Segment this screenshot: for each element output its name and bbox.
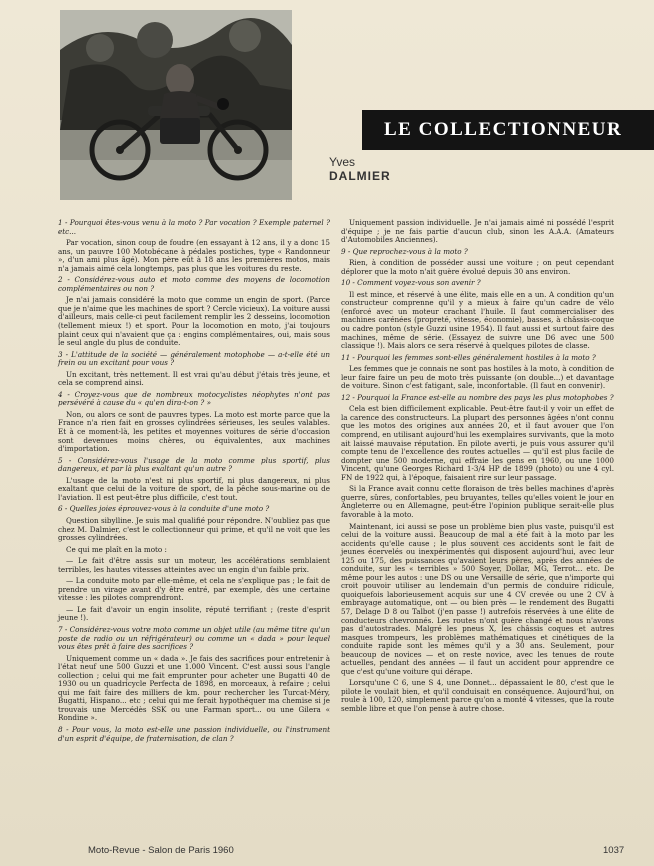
question-paragraph: 11 - Pourquoi les femmes sont-elles généralement hostiles à la moto ? [341,352,596,362]
question-paragraph: 1 - Pourquoi êtes-vous venu à la moto ? Par vocation ? Exemple paternel ? etc... [58,218,330,236]
answer-paragraph: Par vocation, sinon coup de foudre (en essayant à 12 ans, il y a donc 15 ans, un pauvre 100 Motobécane à pédales postiches, type « Randonneur », d'un ami plus âgé). Mon père eût à 18 ans les premières motos, mais n'a jamais aimé cela longtemps, pas plus que les voitures du reste. [58,238,330,273]
answer-paragraph: L'usage de la moto n'est ni plus sportif, ni plus dangereux, ni plus exaltant que celui de la voiture de sport, de la pêche sous-marine ou de l'aviation. Il est peut-être plus difficile, c'est tout. [58,475,330,502]
question-paragraph: 10 - Comment voyez-vous son avenir ? [341,278,481,288]
answer-paragraph: — Le fait d'être assis sur un moteur, les accélérations semblaient terribles, les hautes vitesses atteintes avec un engin d'un faible prix. [58,556,330,574]
question-paragraph: 4 - Croyez-vous que de nombreux motocyclistes néophytes n'ont pas persévéré à cause du « qu'en dira-t-on ? » [58,389,330,408]
answer-paragraph: Lorsqu'une C 6, une S 4, une Donnet... dépassaient le 80, c'est que le pilote le voulait bien, et qu'il conduisait en conséquence. Aujourd'hui, on roule à 100, 120, simplement parce qu'on a monté 4 vitesses, que la route semble libre et que l'on pense à autre chose. [341,678,614,713]
answer-paragraph: Uniquement comme un « dada ». Je fais des sacrifices pour entretenir à l'état neuf une 500 Guzzi et une 1.000 Vincent. C'est aussi sous l'angle collection ; celui qui me fait emprunter pour acheter une Bugatti 40 de 1930 ou un quadricycle Perfecta de 1898, en morceaux, à refaire ; celui qui me fait faire des milliers de km. pour rechercher les Turcat-Méry, Bugatti, Hispano... etc ; celui qui me ferait hypothéquer ma chemise si je trouvais une Mercédès SSK ou une Farman sport... ou une Gilera « Rondine ». [58,653,330,723]
answer-paragraph: Si la France avait connu cette floraison de très belles machines d'après guerre, sûres, confortables, peu bruyantes, telles qu'elles voient le jour en Angleterre ou en Allemagne, peut-être l'opinion publique serait-elle plus favorable à la moto. [341,484,614,519]
answer-paragraph: Il est mince, et réservé à une élite, mais elle en a un. A condition qu'un constructeur comprenne qu'il y a mieux à faire qu'un cadre de vélo (enforcé avec un moteur crachant l'huile. Il faut commercialiser des machines carénées (propreté, vitesse, économie), basses, à châssis-coque ou cadre ponton (style Guzzi usine 1954). Il faut aussi et surtout faire des machines, même de série. (Essayez de suivre une D6 avec une 500 classique !). Mais alors ce sera réservé à quelques pilotes de classe. [341,289,614,351]
photo-illustration [60,10,292,200]
answer-paragraph: — Le fait d'avoir un engin insolite, réputé terrifiant ; (reste d'esprit jeune !). [58,604,330,623]
question-paragraph: 2 - Considérez-vous auto et moto comme des moyens de locomotion complémentaires ou non ? [58,275,330,293]
author-last-name: DALMIER [329,169,391,183]
question-paragraph: 3 - L'attitude de la société — généralement motophobe — a-t-elle été un frein ou un excitant pour vous ? [58,349,330,368]
author-first-name: Yves [329,155,356,169]
answer-paragraph: — La conduite moto par elle-même, et cela ne s'explique pas ; le fait de prendre un virage avant d'y être entré, par exemple, dès une certaine vitesse : les pilotes comprendront. [58,576,330,603]
question-paragraph: 7 - Considérez-vous votre moto comme un objet utile (au même titre qu'un poste de radio ou un réfrigérateur) ou comme un « dada » pour lequel vous êtes prêt à faire des sacrifices ? [58,624,330,652]
question-paragraph: 9 - Que reprochez-vous à la moto ? [341,246,468,256]
answer-paragraph: Les femmes que je connais ne sont pas hostiles à la moto, à condition de leur faire faire un peu de moto très puissante (on double...) et davantage de voiture. Sinon c'est fatigant, sale, inconfortable. (Il faut en convenir). [341,364,614,391]
author-byline [329,155,529,183]
question-paragraph: 5 - Considérez-vous l'usage de la moto comme plus sportif, plus dangereux, et par là plus exaltant qu'un autre ? [58,455,330,474]
answer-paragraph: Rien, à condition de posséder aussi une voiture ; on peut cependant déplorer que la moto n'ait guère évolué depuis 30 ans environ. [341,258,614,276]
text-column-left [58,219,330,746]
page-title: LE COLLECTIONNEUR [384,119,623,140]
answer-paragraph: Maintenant, ici aussi se pose un problème bien plus vaste, puisqu'il est celui de la voiture aussi. Beaucoup de mal a été fait à la moto par les accidents qu'elle cause ; le plus souvent ces accidents sont le fait de jeunes écervelés ou inexpérimentés qui disposent aujourd'hui, avec leur 125 ou 175, des puissances qu'avaient leurs pères, après des années de conduite, sur les « terribles » 500 Soyer, Dollar, MG, Terrot... etc. De même pour les autos : une DS ou une Versaille de série, que n'importe qui croit pouvoir utiliser au lendemain d'un permis de conduire ridicule, quoiquefois laborieusement acquis sur une 4 CV crevée ou une 2 CV à embrayage automatique, ont — ou bien près — le rendement des Bugatti 57, Delage D 8 ou Talbot (j'en passe !) autrefois réservées à une élite de conducteurs chevronnés. Les routes n'ont guère changé et nous n'avons pas d'autostrades. Malgré les pneus X, les châssis coques et autres masques trompeurs, les problèmes mathématiques et cinétiques de la conduite rapide sont les mêmes qu'il y a 30 ans. Seulement, pour beaucoup de novices — et on reste novice, avec les tenues de route actuelles, pendant des années — il faut un accident pour apprendre ce que c'est qu'une voiture qui dérape. [341,521,614,676]
answer-paragraph: Ce qui me plaît en la moto : [66,544,167,554]
footer-publication: Moto-Revue - Salon de Paris 1960 [88,845,234,856]
title-band [362,110,654,150]
question-paragraph: 12 - Pourquoi la France est-elle au nombre des pays les plus motophobes ? [341,392,614,402]
answer-paragraph: Cela est bien difficilement explicable. Peut-être faut-il y voir un effet de la carence des constructeurs. La plupart des personnes âgées n'ont connu que les motos des origines aux années 20, et il faut avouer que l'on comprend, en utilisant aujourd'hui les exemplaires survivants, que la moto ait laissé mauvaise réputation. En pilote averti, je puis vous assurer qu'il compte tenu de l'excellence des routes actuelles — qu'il est plus facile de dompter une 500 moderne, qui effraie les gens en 1960, ou une 1000 Vincent, qu'une Georges Richard 1-3/4 HP de 1899 (photo) ou une 4 cyl. FN de 1922 qui, à l'époque, faisaient rire sur leur passage. [341,404,614,482]
answer-paragraph: Question sibylline. Je suis mal qualifié pour répondre. N'oubliez pas que chez M. Dalmier, c'est le collectionneur qui prime, et qu'il ne voit que les grosses cylindrées. [58,515,330,543]
text-column-right [341,219,614,717]
question-paragraph: 8 - Pour vous, la moto est-elle une passion individuelle, ou l'instrument d'un esprit d'équipe, de fraternisation, de clan ? [58,724,330,743]
answer-paragraph: Je n'ai jamais considéré la moto que comme un engin de sport. (Parce que je n'aime que les machines de sport ? Cercle vicieux). La voiture aussi d'ailleurs, mais celle-ci peut facilement remplir les 2 desseins, locomotion (tellement mieux !) et sport. Pour la locomotion en moto, j'ai toujours plaint ceux qui n'avaient que ça : engins complémentaires, oui, mais sous le seul angle du plus de conduite. [58,295,330,348]
answer-paragraph: Un excitant, très nettement. Il est vrai qu'au début j'étais très jeune, et cela se comprend ainsi. [58,369,330,388]
motorcycle-photo [60,10,292,200]
answer-paragraph: Uniquement passion individuelle. Je n'ai jamais aimé ni possédé l'esprit d'équipe ; je ne fais partie d'aucun club, sinon les A.A.A. (Amateurs d'Automobiles Anciennes). [341,218,614,245]
page-number: 1037 [603,845,625,856]
answer-paragraph: Non, ou alors ce sont de pauvres types. La moto est morte parce que la France n'a rien fait en grosses cylindrées sérieuses, les seules valables. Et à ce moment-là, les petites et moyennes voitures de série d'occasion sont devenues moins chères, ou équivalentes, aux machines d'importation. [58,409,330,454]
question-paragraph: 6 - Quelles joies éprouvez-vous à la conduite d'une moto ? [58,504,270,514]
